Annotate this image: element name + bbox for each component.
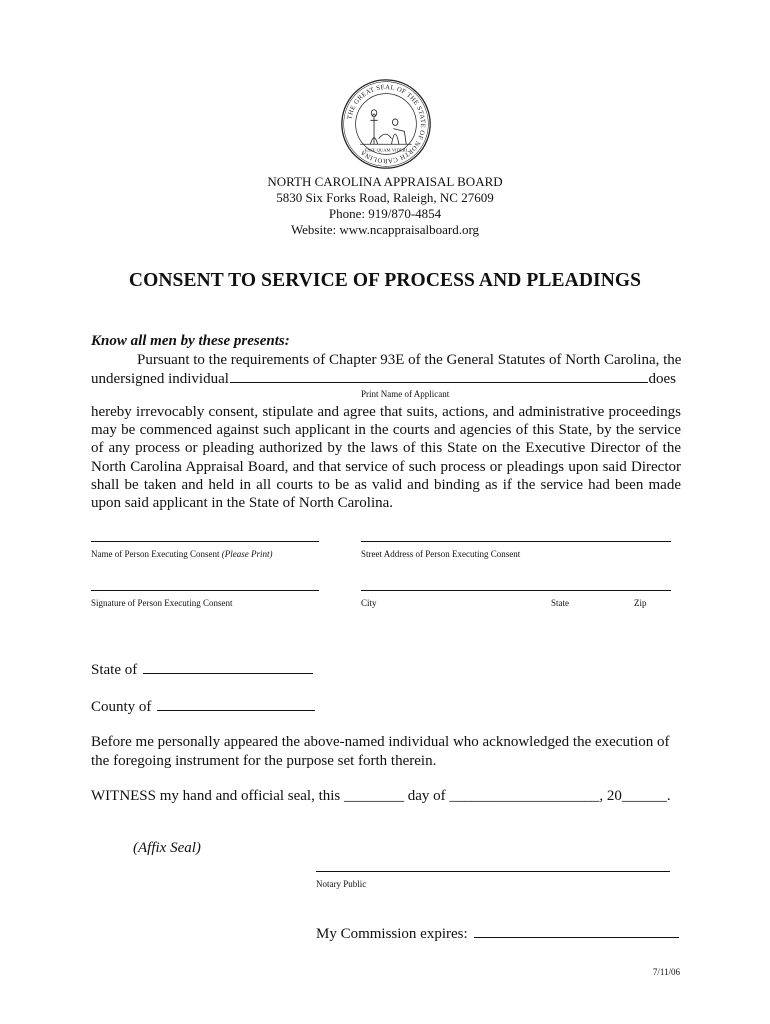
city-state-zip-line[interactable] bbox=[361, 590, 671, 591]
county-of-label: County of bbox=[91, 699, 152, 715]
please-print-note: (Please Print) bbox=[221, 549, 273, 559]
intro-first-line: Pursuant to the requirements of Chapter 93E of the General Statutes of North Carolina, the bbox=[137, 352, 682, 368]
signature-line[interactable] bbox=[91, 590, 319, 591]
applicant-name-field[interactable] bbox=[230, 369, 648, 383]
state-of-label: State of bbox=[91, 662, 138, 678]
state-seal-icon bbox=[340, 78, 432, 170]
name-line[interactable] bbox=[91, 541, 319, 542]
board-phone: Phone: 919/870-4854 bbox=[328, 206, 442, 221]
county-of-field[interactable] bbox=[157, 697, 315, 711]
state-label: State bbox=[551, 598, 569, 608]
name-label: Name of Person Executing Consent (Please Print) bbox=[91, 549, 273, 559]
commission-field[interactable] bbox=[474, 924, 679, 938]
notary-signature-line[interactable] bbox=[316, 871, 670, 872]
county-of-row bbox=[91, 697, 315, 716]
signature-label: Signature of Person Executing Consent bbox=[91, 598, 233, 608]
does-label: does bbox=[648, 371, 676, 387]
board-website: Website: www.ncappraisalboard.org bbox=[290, 222, 480, 237]
witness-line: WITNESS my hand and official seal, this ________ day of ____________________, 20______. bbox=[91, 788, 671, 804]
undersigned-line bbox=[91, 369, 676, 388]
street-label: Street Address of Person Executing Consent bbox=[361, 549, 521, 559]
state-of-row bbox=[91, 660, 313, 679]
undersigned-label: undersigned individual bbox=[91, 371, 229, 387]
affix-seal-note: (Affix Seal) bbox=[133, 840, 201, 856]
acknowledgment-paragraph: Before me personally appeared the above-named individual who acknowledged the execution of the foregoing instrument for the purpose set forth therein. bbox=[91, 734, 670, 769]
commission-label: My Commission expires: bbox=[316, 926, 468, 942]
document-title: CONSENT TO SERVICE OF PROCESS AND PLEADINGS bbox=[128, 270, 642, 291]
city-label: City bbox=[361, 598, 377, 608]
board-address: 5830 Six Forks Road, Raleigh, NC 27609 bbox=[276, 190, 494, 205]
revision-date: 7/11/06 bbox=[652, 967, 680, 977]
notary-public-label: Notary Public bbox=[316, 879, 367, 889]
street-line[interactable] bbox=[361, 541, 671, 542]
consent-paragraph: hereby irrevocably consent, stipulate and agree that suits, actions, and administrative proceedings may be commenced against such applicant in the courts and agencies of this State, by the service of any process or pleading authorized by the laws of this State on the Executive Director of the North Carolina Appraisal Board, and that service of such process or pleadings upon said Director shall be taken and held in all courts to be as valid and binding as if the service had been made upon said applicant in the State of North Carolina. bbox=[91, 404, 681, 512]
state-of-field[interactable] bbox=[143, 660, 313, 674]
zip-label: Zip bbox=[634, 598, 647, 608]
svg-text:ESSE QUAM VIDERI: ESSE QUAM VIDERI bbox=[364, 147, 408, 153]
svg-text:THE GREAT SEAL OF THE STATE OF: THE GREAT SEAL OF THE STATE OF NORTH CAROLINA bbox=[346, 83, 427, 165]
know-all-men-heading: Know all men by these presents: bbox=[91, 333, 290, 349]
commission-row bbox=[316, 924, 679, 943]
print-name-caption: Print Name of Applicant bbox=[361, 389, 450, 399]
board-name: NORTH CAROLINA APPRAISAL BOARD bbox=[267, 174, 503, 189]
